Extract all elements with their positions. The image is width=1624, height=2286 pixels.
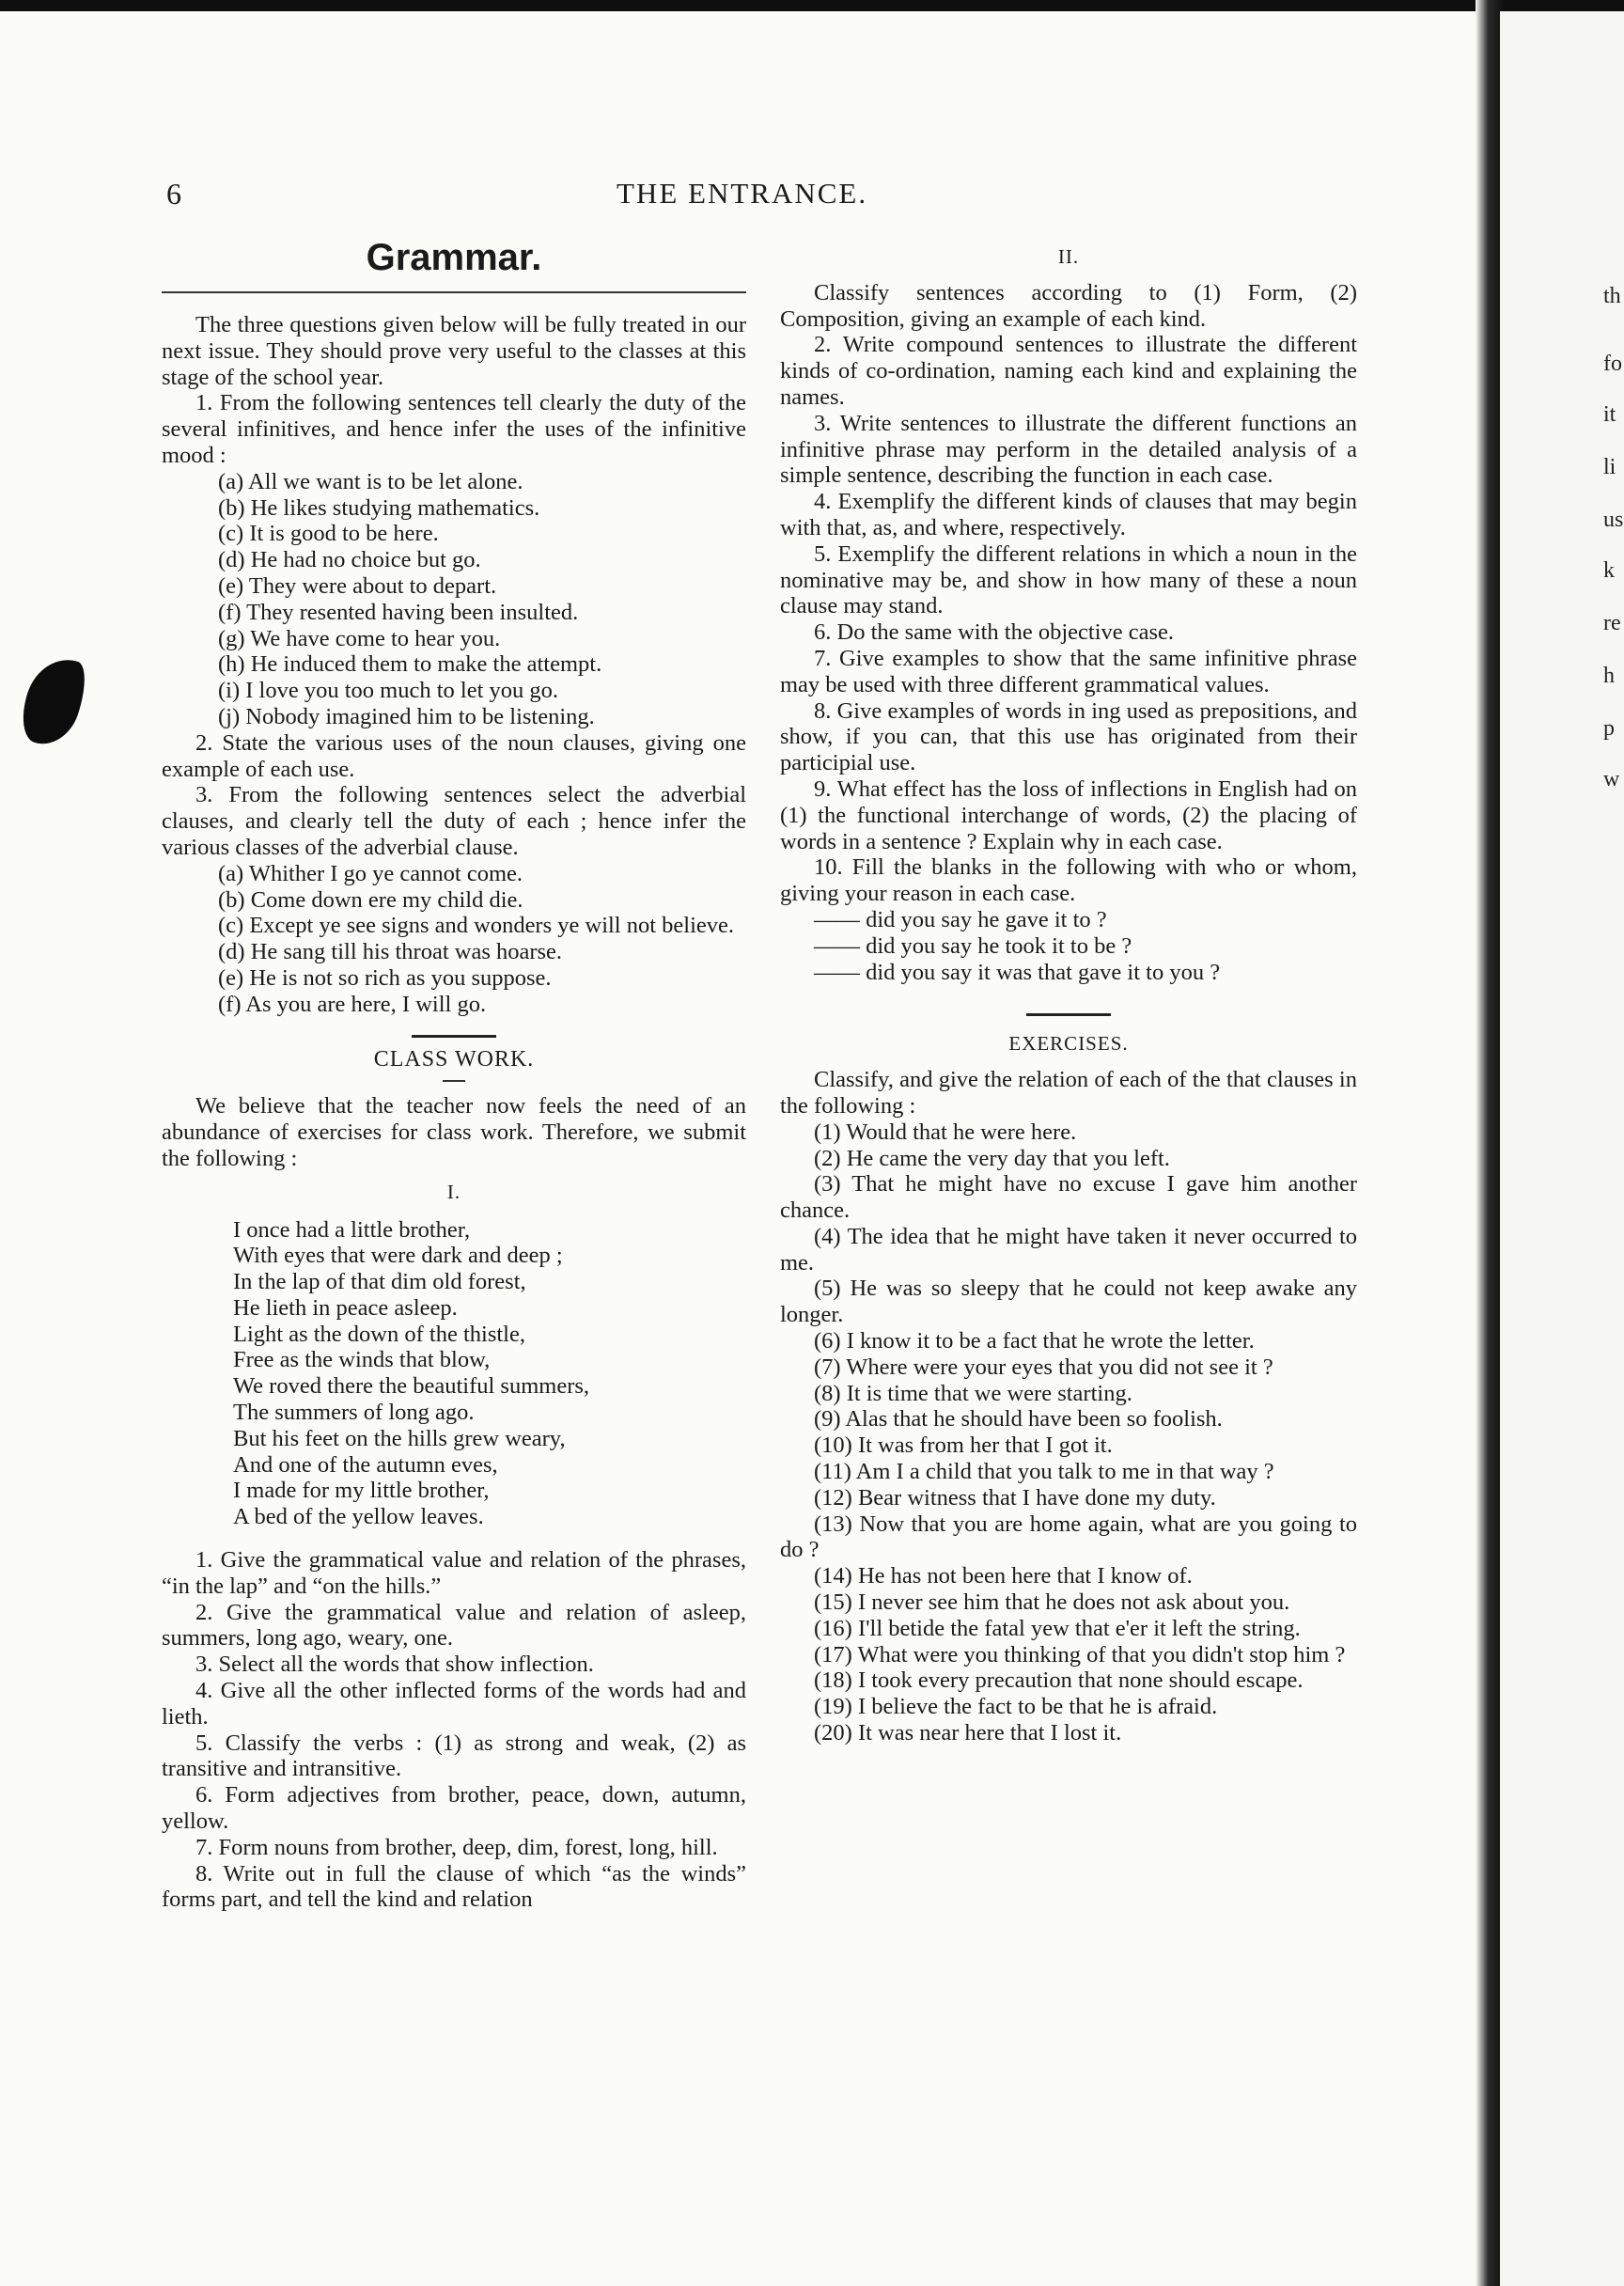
question-1: 1. From the following sentences tell clearly the duty of the several infinitives, and hence infer the uses of the infinitive mood : <box>162 390 746 468</box>
sentence-item: (10) It was from her that I got it. <box>814 1433 1113 1459</box>
list-item: (c) Except ye see signs and wonders ye will not believe. <box>218 913 735 939</box>
exercises-heading: EXERCISES. <box>1008 1032 1129 1056</box>
page-fragment: th <box>1603 284 1621 308</box>
exercise-item: 2. Give the grammatical value and relation of asleep, summers, long ago, weary, one. <box>162 1599 746 1652</box>
sentence-item: (13) Now that you are home again, what are you going to do ? <box>780 1511 1357 1563</box>
list-item: (c) It is good to be here. <box>218 521 439 547</box>
poem-line: In the lap of that dim old forest, <box>233 1269 526 1295</box>
blank-lines <box>780 907 1357 985</box>
question-item: 3. Write sentences to illustrate the different functions an infinitive phrase may perform in the detailed analysis of a simple sentence, describing the function in each case. <box>780 410 1357 489</box>
sentence-item: (7) Where were your eyes that you did not see it ? <box>814 1354 1273 1380</box>
list-item: (d) He had no choice but go. <box>218 547 481 573</box>
exercise-item: 6. Form adjectives from brother, peace, down, autumn, yellow. <box>162 1782 746 1835</box>
sentence-item: (3) That he might have no excuse I gave him another chance. <box>780 1171 1357 1224</box>
sentence-item: (2) He came the very day that you left. <box>814 1145 1170 1171</box>
part-one-heading: I. <box>446 1180 461 1203</box>
page <box>0 11 1490 2286</box>
poem-line: But his feet on the hills grew weary, <box>233 1425 566 1451</box>
question-item: 9. What effect has the loss of inflections in English had on (1) the functional interchange of words, (2) the placing of words in a sentence ? Explain why in each case. <box>780 775 1357 854</box>
sentence-item: (5) He was so sleepy that he could not keep awake any longer. <box>780 1276 1357 1328</box>
exercise-item: 5. Classify the verbs : (1) as strong and weak, (2) as transitive and intransitive. <box>162 1730 746 1782</box>
list-item: (a) All we want is to be let alone. <box>218 468 523 494</box>
page-fragment: us <box>1603 508 1624 532</box>
sentence-item: (18) I took every precaution that none should escape. <box>814 1668 1304 1694</box>
running-title: THE ENTRANCE. <box>617 177 868 210</box>
poem <box>233 1217 746 1531</box>
class-work-heading: CLASS WORK. <box>373 1046 535 1072</box>
page-fragment: p <box>1603 716 1615 741</box>
sentence-item: (15) I never see him that he does not ask about you. <box>814 1589 1290 1616</box>
question-2: 2. State the various uses of the noun clauses, giving one example of each use. <box>162 729 746 782</box>
sentence-item: (8) It is time that we were starting. <box>814 1380 1132 1406</box>
blank-line: —— did you say he gave it to ? <box>814 906 1107 932</box>
question-item: 7. Give examples to show that the same infinitive phrase may be used with three different grammatical values. <box>780 645 1357 697</box>
exercise-item: 7. Form nouns from brother, deep, dim, forest, long, hill. <box>195 1834 718 1860</box>
question-item: 4. Exemplify the different kinds of clauses that may begin with that, as, and where, respectively. <box>780 489 1357 540</box>
facing-page-edge <box>1500 11 1624 2286</box>
poem-line: And one of the autumn eves, <box>233 1451 498 1478</box>
blank-line: —— did you say he took it to be ? <box>814 932 1132 959</box>
list-item: (a) Whither I go ye cannot come. <box>218 860 523 886</box>
sentence-item: (9) Alas that he should have been so foolish. <box>814 1406 1223 1433</box>
page-fragment: re <box>1603 611 1621 635</box>
poem-line: I once had a little brother, <box>233 1216 471 1243</box>
question-item: 2. Write compound sentences to illustrate the different kinds of co-ordination, naming each kind and explaining the names. <box>780 332 1357 410</box>
list-item: (d) He sang till his throat was hoarse. <box>218 939 563 965</box>
list-item: (e) He is not so rich as you suppose. <box>218 964 552 991</box>
sentence-item: (1) Would that he were here. <box>814 1119 1077 1145</box>
list-item: (i) I love you too much to let you go. <box>218 678 558 704</box>
question-item: 8. Give examples of words in ing used as prepositions, and show, if you can, that this use has originated from their participial use. <box>780 697 1357 776</box>
divider <box>1026 1013 1111 1016</box>
sentence-item: (20) It was near here that I lost it. <box>814 1720 1122 1746</box>
poem-line: With eyes that were dark and deep ; <box>233 1243 563 1269</box>
exercise-item: 8. Write out in full the clause of which “as the winds” forms part, and tell the kind and relation <box>162 1860 746 1913</box>
list-item: (g) We have come to hear you. <box>218 625 501 651</box>
poem-line: Free as the winds that blow, <box>233 1347 491 1373</box>
list-item: (f) As you are here, I will go. <box>218 991 487 1017</box>
sentence-item: (16) I'll betide the fatal yew that e'er it left the string. <box>814 1615 1301 1641</box>
list-item: (j) Nobody imagined him to be listening. <box>218 703 595 729</box>
right-column <box>780 237 1357 1746</box>
poem-line: A bed of the yellow leaves. <box>233 1504 484 1530</box>
page-fragment: it <box>1603 402 1616 427</box>
sentence-item: (19) I believe the fact to be that he is afraid. <box>814 1694 1218 1720</box>
sentence-item: (4) The idea that he might have taken it never occurred to me. <box>780 1223 1357 1276</box>
poem-line: The summers of long ago. <box>233 1400 475 1426</box>
page-fragment: li <box>1603 455 1616 479</box>
list-item: (e) They were about to depart. <box>218 572 497 599</box>
page-fragment: k <box>1603 558 1615 583</box>
sentence-item: (17) What were you thinking of that you didn't stop him ? <box>814 1641 1346 1668</box>
poem-line: He lieth in peace asleep. <box>233 1294 458 1321</box>
poem-line: I made for my little brother, <box>233 1478 490 1504</box>
sentence-item: (12) Bear witness that I have done my duty. <box>814 1484 1216 1511</box>
divider <box>443 1080 465 1082</box>
sentence-item: (11) Am I a child that you talk to me in that way ? <box>814 1459 1274 1485</box>
list-item: (h) He induced them to make the attempt. <box>218 651 602 678</box>
exercises-intro: Classify, and give the relation of each of the that clauses in the following : <box>780 1067 1357 1119</box>
exercise-item: 1. Give the grammatical value and relation of the phrases, “in the lap” and “on the hills.” <box>162 1547 746 1599</box>
list-item: (b) Come down ere my child die. <box>218 886 523 913</box>
list-item: (f) They resented having been insulted. <box>218 599 579 625</box>
page-fragment: h <box>1603 664 1615 688</box>
part-two-heading: II. <box>1057 245 1080 268</box>
page-fragment: fo <box>1603 352 1622 376</box>
left-column <box>162 237 746 1913</box>
question-item: 10. Fill the blanks in the following with who or whom, giving your reason in each case. <box>780 854 1357 907</box>
poem-line: We roved there the beautiful summers, <box>233 1373 590 1400</box>
class-work-intro: We believe that the teacher now feels the need of an abundance of exercises for class work. Therefore, we submit the following : <box>162 1093 746 1171</box>
intro-paragraph: The three questions given below will be fully treated in our next issue. They should prove very useful to the classes at this stage of the school year. <box>162 312 746 390</box>
blank-line: —— did you say it was that gave it to you ? <box>814 959 1221 985</box>
question-item: 5. Exemplify the different relations in which a noun in the nominative may be, and show in how many of these a noun clause may stand. <box>780 540 1357 619</box>
question-item: 6. Do the same with the objective case. <box>814 619 1175 646</box>
divider <box>412 1035 496 1038</box>
poem-line: Light as the down of the thistle, <box>233 1321 525 1347</box>
exercise-item: 4. Give all the other inflected forms of the words had and lieth. <box>162 1678 746 1730</box>
section-title: Grammar. <box>366 237 542 278</box>
ink-blot <box>14 650 94 752</box>
page-fragment: w <box>1603 767 1620 791</box>
list-item: (b) He likes studying mathematics. <box>218 494 540 521</box>
sentence-item: (14) He has not been here that I know of. <box>814 1563 1193 1589</box>
question-3: 3. From the following sentences select the adverbial clauses, and clearly tell the duty of each ; hence infer the various classes of the adverbial clause. <box>162 782 746 860</box>
exercise-item: 3. Select all the words that show inflection. <box>195 1652 594 1678</box>
sentence-item: (6) I know it to be a fact that he wrote the letter. <box>814 1328 1255 1354</box>
question-item: Classify sentences according to (1) Form, (2) Composition, giving an example of each kind. <box>780 279 1357 332</box>
page-number: 6 <box>166 177 181 211</box>
title-rule <box>162 291 746 293</box>
